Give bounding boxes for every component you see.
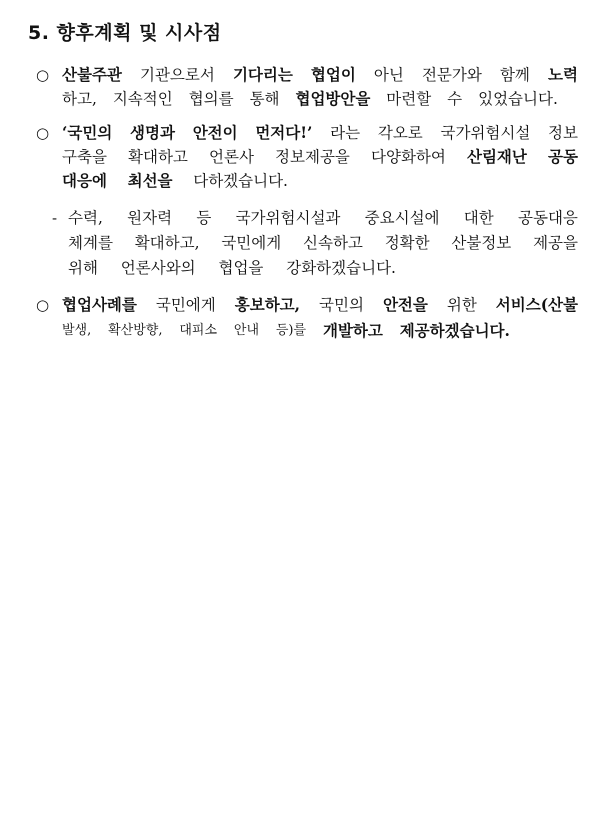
word: 구축을 [62,148,107,166]
word: 제공하겠습니다. [399,321,510,340]
bullet-marker: ○ [36,66,50,84]
paragraph-line [62,63,578,87]
word: ‘국민의 [62,123,113,142]
dash-marker: - [52,209,58,227]
word: 통해 [249,90,280,108]
paragraph-line [62,319,510,343]
word: 협의를 [188,90,234,108]
paragraph-line [68,231,578,255]
bullet-marker: ○ [36,124,50,142]
word: 홍보하고, [234,295,301,314]
word: 안전이 [192,123,238,142]
word: 협업사례를 [62,295,137,314]
word: 안내 [233,323,260,338]
word: 전문가와 [421,66,482,84]
word: 노력 [547,65,578,84]
word: 아닌 [373,66,404,84]
word: 다양화하여 [371,148,446,166]
word: 국가위험시설과 [235,209,341,227]
section-heading: 5. 향후계획 및 시사점 [28,22,222,44]
word: 발생, [62,323,92,338]
word: 기다리는 [232,65,293,84]
word: 있었습니다. [478,90,558,108]
word: 하고, [62,90,97,108]
word: 생명과 [130,123,175,142]
word: 공동 [547,147,578,166]
word: 확산방향, [108,323,163,338]
word: 공동대응 [518,209,578,227]
paragraph-line [62,121,578,145]
word: 기관으로서 [139,66,215,84]
word: 정보제공을 [275,148,350,166]
paragraph-line [62,169,288,193]
paragraph-line [62,145,578,169]
word: 안전을 [382,295,428,314]
word: 국민에게 [155,296,216,314]
word: 산림재난 [466,147,527,166]
word: 서비스(산불 [495,295,578,314]
word: 산불주관 [62,65,122,84]
word: 협업방안을 [295,89,371,108]
word: 언론사 [209,148,254,166]
word: 먼저다!’ [255,123,313,142]
word: 수 [447,90,463,108]
word: 국민의 [319,296,364,314]
word: 최선을 [127,171,173,190]
word: 대한 [463,209,494,227]
word: 등 [196,209,212,227]
word: 국민에게 [221,234,282,252]
word: 중요시설에 [364,209,440,227]
word: 각오로 [377,124,423,142]
word: 다하겠습니다. [193,172,288,190]
word: 확대하고 [128,148,188,166]
word: 대피소 [179,323,218,338]
word: 위해 [68,259,98,277]
word: 언론사와의 [120,259,196,277]
paragraph-line [68,206,578,230]
word: 산불정보 [451,234,512,252]
word: 정보 [548,124,578,142]
word: 신속하고 [303,234,363,252]
word: 제공을 [533,234,578,252]
word: 협업이 [310,65,356,84]
word: 라는 [330,124,361,142]
word: 국가위험시설 [440,124,531,142]
word: 위한 [446,296,477,314]
word: 원자력 [127,209,173,227]
bullet-marker: ○ [36,296,50,314]
word: 개발하고 [322,321,383,340]
paragraph-line [68,256,396,280]
paragraph-line [62,87,558,111]
word: 강화하겠습니다. [286,259,396,277]
word: 함께 [499,66,530,84]
word: 대응에 [62,171,107,190]
word: 지속적인 [112,90,173,108]
word: 체계를 [68,234,113,252]
word: 확대하고, [134,234,200,252]
word: 협업을 [218,259,264,277]
word: 정확한 [384,234,430,252]
word: 마련할 [386,90,432,108]
word: 수력, [68,209,103,227]
paragraph-line [62,293,578,317]
word: 등)를 [275,323,307,338]
